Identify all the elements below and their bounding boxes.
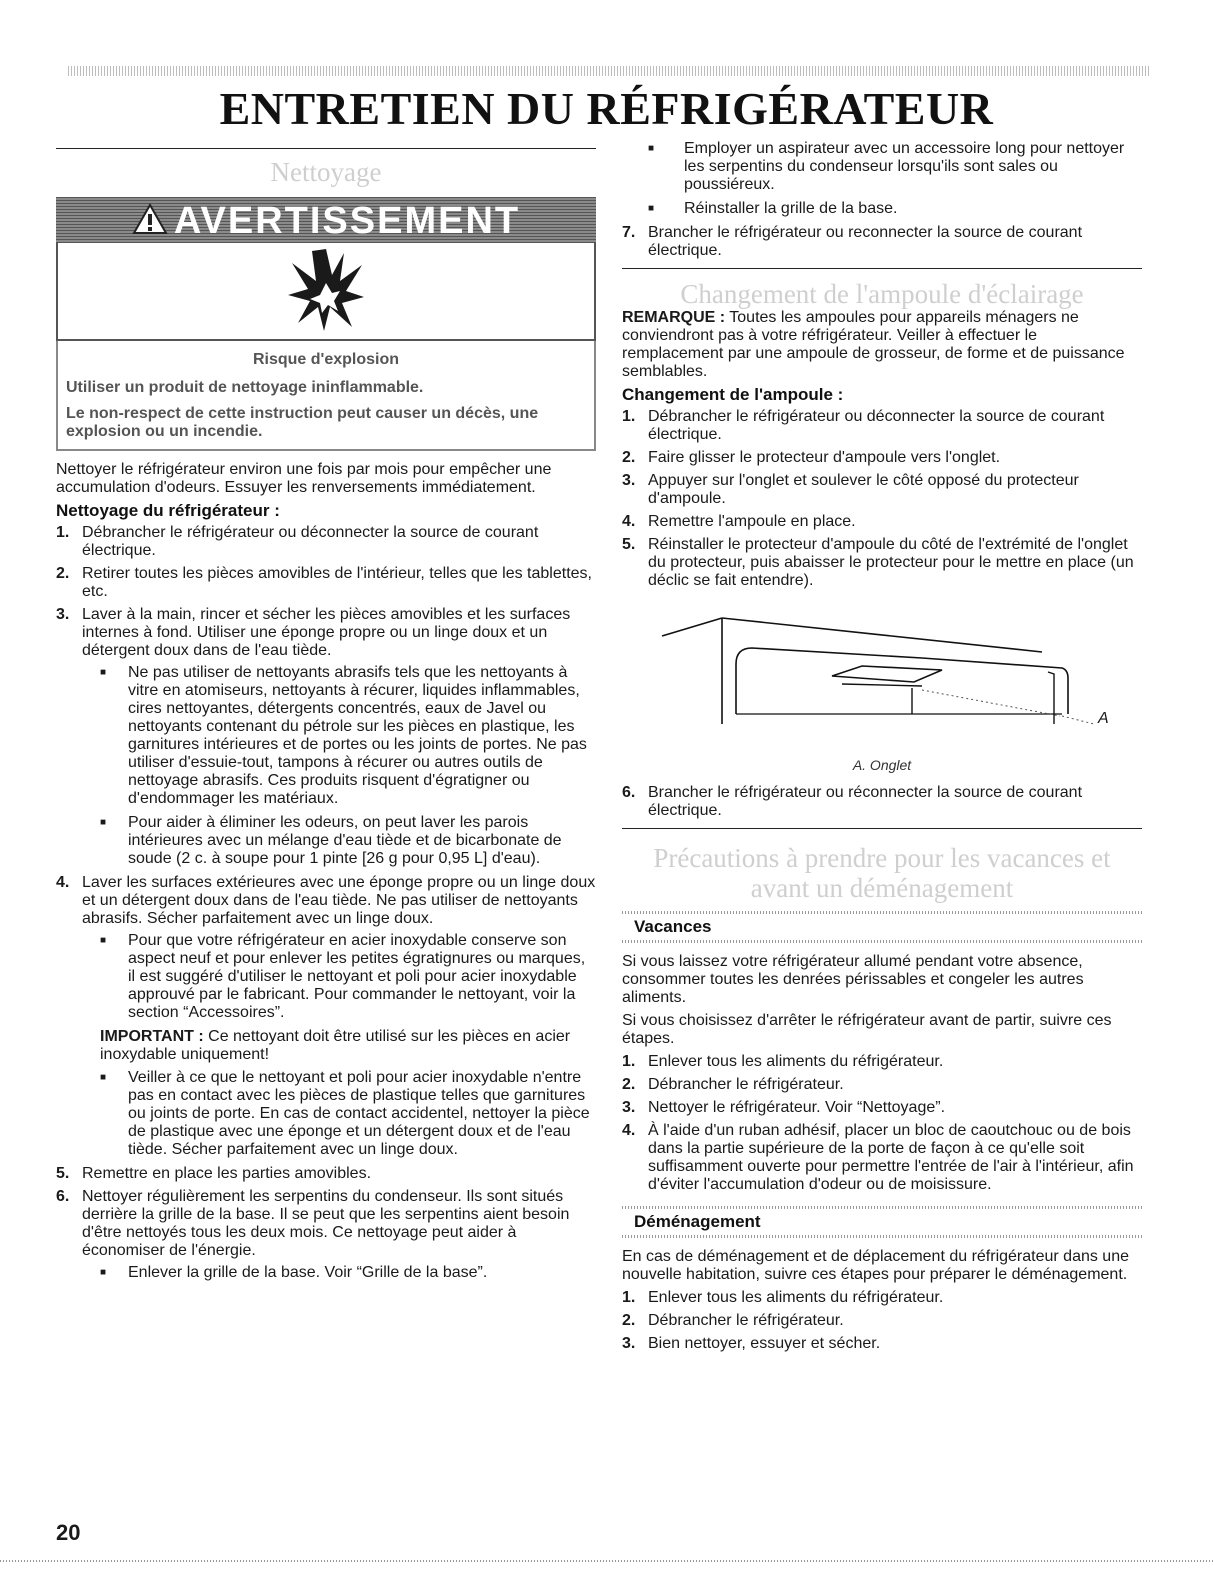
dem-step-1: 1. Enlever tous les aliments du réfrigérateur.: [622, 1289, 944, 1306]
vac-step-1: 1. Enlever tous les aliments du réfrigérateur.: [622, 1053, 944, 1070]
vacances-paragraph-2: Si vous choisissez d'arrêter le réfrigérateur avant de partir, suivre ces étapes.: [622, 1012, 1112, 1047]
bottom-dotted-rule: [0, 1560, 1213, 1562]
step-4-bullet: ■ Pour que votre réfrigérateur en acier inoxydable conserve son aspect neuf et pour enlever les petites égratignures ou marques, il est suggéré d'utiliser le nettoyant et poli pour acier inoxydable approuvé par le fabricant. Pour commander le nettoyant, voir la section “Accessoires”.: [100, 932, 586, 1021]
cont-bullet-1: ■ Employer un aspirateur avec un accessoire long pour nettoyer les serpentins du condenseur lorsqu'ils sont sales ou poussiéreux.: [648, 140, 1125, 193]
section-rule: [622, 268, 1142, 269]
warning-box: [56, 197, 596, 451]
warning-risk: Risque d'explosion: [252, 351, 400, 368]
important-note: IMPORTANT : Ce nettoyant doit être utilisé sur les pièces en acier inoxydable uniquement!: [100, 1028, 571, 1063]
intro-paragraph: Nettoyer le réfrigérateur environ une fois par mois pour empêcher une accumulation d'odeurs. Essuyer les renversements immédiatement.: [56, 461, 552, 496]
warning-triangle-icon: [132, 199, 168, 247]
dotted-rule: [622, 911, 1142, 914]
page-title: ENTRETIEN DU RÉFRIGÉRATEUR: [219, 83, 994, 134]
bulb-step-6: 6. Brancher le réfrigérateur ou réconnecter la source de courant électrique.: [622, 784, 1083, 819]
step-1: 1. Débrancher le réfrigérateur ou déconnecter la source de courant électrique.: [56, 524, 539, 559]
section-title-nettoyage: Nettoyage: [270, 157, 382, 187]
subhead-vacances: Vacances: [634, 917, 712, 936]
vac-step-4: 4. À l'aide d'un ruban adhésif, placer un bloc de caoutchouc ou de bois dans la partie supérieure de la porte de façon à ce qu'elle soit suffisamment ouverte pour permettre l'entrée de l'air à l'intérieur, afin d'éviter l'accumulation d'odeur ou de moisissure.: [622, 1122, 1134, 1193]
step-3: 3. Laver à la main, rincer et sécher les pièces amovibles et les surfaces internes à fond. Utiliser une éponge propre ou un linge doux et un détergent doux dans de l'eau tiède.: [56, 606, 571, 659]
section-title-ampoule: Changement de l'ampoule d'éclairage: [680, 279, 1084, 309]
warning-label: AVERTISSEMENT: [173, 200, 521, 242]
step-5: 5. Remettre en place les parties amovibles.: [56, 1165, 372, 1182]
dotted-rule: [622, 1206, 1142, 1209]
section-rule: [622, 828, 1142, 829]
bulb-step-5: 5. Réinstaller le protecteur d'ampoule du côté de l'extrémité de l'onglet du protecteur, puis abaisser le protecteur pour le mettre en place (un déclic se fait entendre).: [622, 536, 1134, 589]
section-rule: [56, 148, 596, 149]
important-bullet: ■ Veiller à ce que le nettoyant et poli pour acier inoxydable n'entre pas en contact avec les pièces de plastique telles que garnitures ou joints de porte. En cas de contact accidentel, nettoyer la pièce de plastique avec une éponge et un détergent doux et de l'eau tiède. Sécher parfaitement avec un linge doux.: [100, 1069, 590, 1158]
warning-text: [56, 341, 596, 451]
page-number: 20: [56, 1520, 81, 1545]
bulb-step-1: 1. Débrancher le réfrigérateur ou déconnecter la source de courant électrique.: [622, 408, 1105, 443]
demenagement-paragraph: En cas de déménagement et de déplacement du réfrigérateur dans une nouvelle habitation, suivre ces étapes pour préparer le déménagement.: [622, 1248, 1129, 1283]
dem-step-3: 3. Bien nettoyer, essuyer et sécher.: [622, 1335, 881, 1352]
remarque-note: REMARQUE : Toutes les ampoules pour appareils ménagers ne conviendront pas à votre réfrigérateur. Veiller à effectuer le remplacement par une ampoule de grosseur, de forme et de puissance semblables.: [622, 309, 1125, 380]
vac-step-2: 2. Débrancher le réfrigérateur.: [622, 1076, 844, 1093]
dotted-rule: [622, 940, 1142, 943]
top-dotted-band: [68, 66, 1150, 76]
figure-caption: A. Onglet: [852, 757, 912, 773]
subhead-ampoule: Changement de l'ampoule :: [622, 385, 844, 404]
warning-line-1: Utiliser un produit de nettoyage ininflammable.: [66, 379, 424, 396]
warning-header: [56, 197, 596, 243]
right-column: [622, 140, 1142, 1358]
bulb-step-2: 2. Faire glisser le protecteur d'ampoule vers l'onglet.: [622, 449, 1001, 466]
dem-step-2: 2. Débrancher le réfrigérateur.: [622, 1312, 844, 1329]
left-column: [56, 148, 596, 1288]
step-2: 2. Retirer toutes les pièces amovibles de l'intérieur, telles que les tablettes, etc.: [56, 565, 592, 600]
warning-icon-area: [56, 243, 596, 341]
dotted-rule: [622, 1235, 1142, 1238]
vacances-paragraph-1: Si vous laissez votre réfrigérateur allumé pendant votre absence, consommer toutes les denrées périssables et congeler les autres aliments.: [622, 953, 1084, 1006]
subhead-demenagement: Déménagement: [634, 1212, 761, 1231]
explosion-icon: [286, 245, 366, 338]
figure-callout-a: A: [1098, 710, 1109, 727]
bulb-step-4: 4. Remettre l'ampoule en place.: [622, 513, 856, 530]
bulb-shield-figure: [622, 604, 1142, 754]
bulb-step-3: 3. Appuyer sur l'onglet et soulever le côté opposé du protecteur d'ampoule.: [622, 472, 1079, 507]
bulb-shield-illustration: [622, 604, 1142, 754]
step-3-bullet-2: ■ Pour aider à éliminer les odeurs, on peut laver les parois intérieures avec un mélange d'eau tiède et de bicarbonate de soude (2 c. à soupe pour 1 pinte [26 g pour 0,95 L] d'eau).: [100, 814, 562, 867]
warning-line-2: Le non-respect de cette instruction peut causer un décès, une explosion ou un incendie.: [66, 405, 539, 440]
vac-step-3: 3. Nettoyer le réfrigérateur. Voir “Nettoyage”.: [622, 1099, 946, 1116]
step-3-bullet-1: ■ Ne pas utiliser de nettoyants abrasifs tels que les nettoyants à vitre en atomiseurs, nettoyants à récurer, liquides inflammables, cires nettoyantes, détergents concentrés, eaux de Javel ou nettoyants contenant du pétrole sur les pièces en plastique, les garnitures intérieures et de portes ou les joints de portes. Ne pas utiliser d'essuie-tout, tampons à récurer ou autres outils de nettoyage abrasifs. Ces produits risquent d'égratigner ou d'endommager les matériaux.: [100, 664, 587, 807]
cont-step-7: 7. Brancher le réfrigérateur ou reconnecter la source de courant électrique.: [622, 224, 1083, 259]
step-6-bullet: ■ Enlever la grille de la base. Voir “Grille de la base”.: [100, 1264, 488, 1281]
subhead-nettoyage: Nettoyage du réfrigérateur :: [56, 501, 280, 520]
step-4: 4. Laver les surfaces extérieures avec une éponge propre ou un linge doux et un détergent doux dans de l'eau tiède. Ne pas utiliser de nettoyants abrasifs. Sécher parfaitement avec un linge doux.: [56, 874, 596, 927]
section-title-vacances: Précautions à prendre pour les vacances et avant un déménagement: [653, 843, 1111, 903]
cont-bullet-2: ■ Réinstaller la grille de la base.: [648, 200, 898, 217]
step-6: 6. Nettoyer régulièrement les serpentins du condenseur. Ils sont situés derrière la grille de la base. Il se peut que les serpentins aient besoin d'être nettoyés tous les deux mois. Ce nettoyage peut aider à économiser de l'énergie.: [56, 1188, 570, 1259]
